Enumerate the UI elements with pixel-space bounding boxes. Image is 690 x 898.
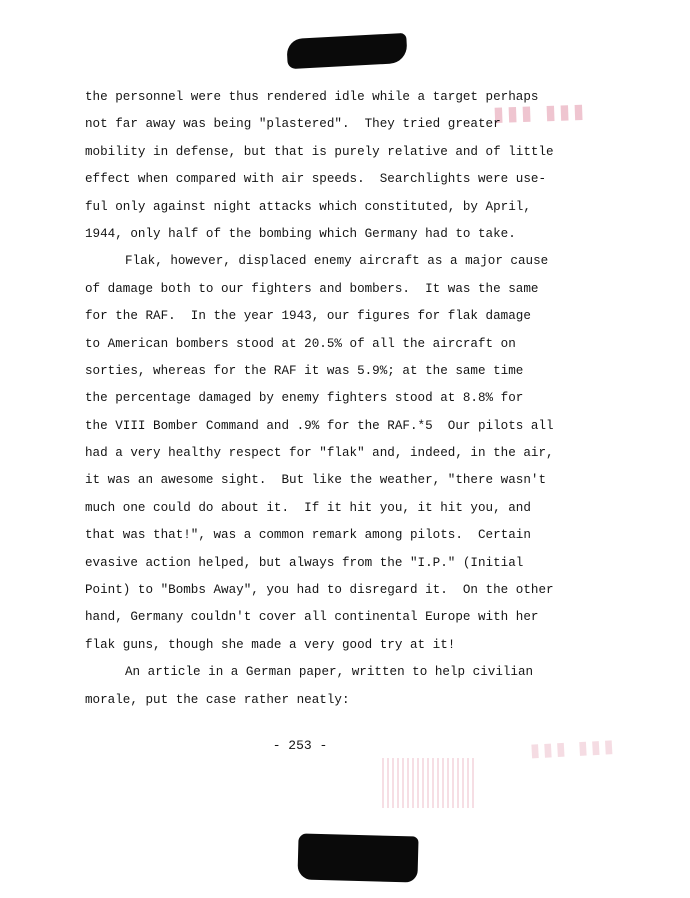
text-line: of damage both to our fighters and bombers. It was the same — [85, 281, 539, 296]
classification-stamp-bottom — [382, 758, 474, 808]
text-line: it was an awesome sight. But like the weather, "there wasn't — [85, 473, 547, 488]
text-line: that was that!", was a common remark among pilots. Certain — [85, 528, 531, 543]
text-line: 1944, only half of the bombing which Germany had to take. — [85, 226, 516, 241]
text-line: evasive action helped, but always from the "I.P." (Initial — [85, 555, 524, 570]
text-line: had a very healthy respect for "flak" and, indeed, in the air, — [85, 446, 554, 461]
text-line: Point) to "Bombs Away", you had to disregard it. On the other — [85, 583, 554, 598]
page-number: - 253 - — [272, 738, 328, 753]
text-line: sorties, whereas for the RAF it was 5.9%; at the same time — [85, 363, 524, 378]
text-line: to American bombers stood at 20.5% of all the aircraft on — [85, 336, 516, 351]
text-line: flak guns, though she made a very good try at it! — [85, 637, 456, 652]
classification-stamp-top: ▮▮▮ ▮▮▮ — [492, 98, 588, 126]
text-line: effect when compared with air speeds. Searchlights were use- — [85, 172, 547, 187]
text-line: for the RAF. In the year 1943, our figures for flak damage — [85, 309, 531, 324]
redaction-mark-bottom — [297, 833, 418, 882]
text-line: much one could do about it. If it hit you, it hit you, and — [85, 500, 531, 515]
text-line: the VIII Bomber Command and .9% for the RAF.*5 Our pilots all — [85, 418, 554, 433]
redaction-mark-top — [286, 33, 407, 69]
text-line: hand, Germany couldn't cover all continental Europe with her — [85, 610, 539, 625]
text-line: the percentage damaged by enemy fighters stood at 8.8% for — [85, 391, 524, 406]
text-line: ful only against night attacks which constituted, by April, — [85, 199, 531, 214]
body-text — [85, 84, 565, 714]
text-line: the personnel were thus rendered idle while a target perhaps — [85, 90, 539, 104]
text-line: not far away was being "plastered". They tried greater — [85, 117, 501, 132]
text-line: Flak, however, displaced enemy aircraft as a major cause — [125, 254, 549, 269]
classification-stamp-bottom-right: ▮▮▮ ▮▮▮ — [529, 735, 618, 762]
text-line: An article in a German paper, written to help civilian — [125, 665, 534, 680]
text-line: morale, put the case rather neatly: — [85, 692, 350, 707]
text-line: mobility in defense, but that is purely relative and of little — [85, 144, 554, 159]
